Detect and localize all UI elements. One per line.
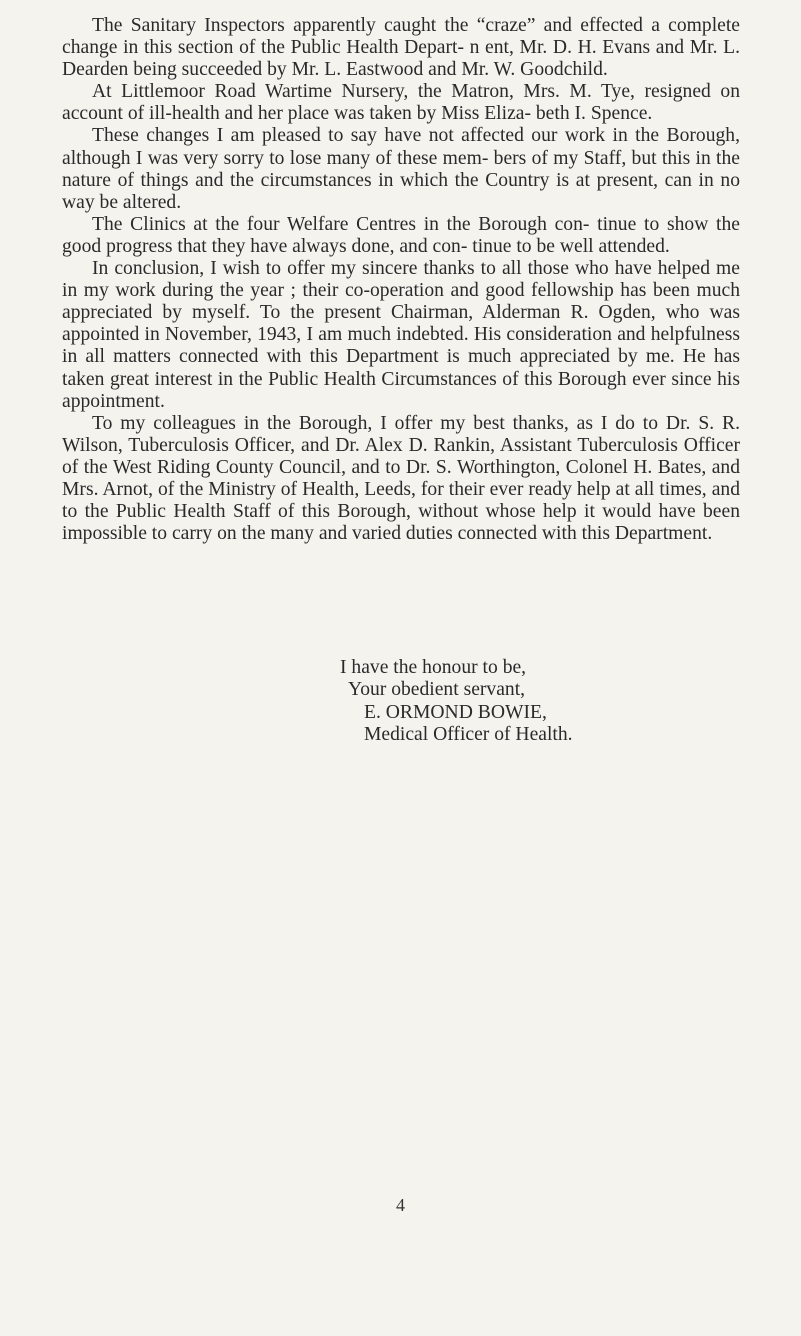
- paragraph-conclusion: In conclusion, I wish to offer my sincere thanks to all those who have helped me in my work during the year ; their co-operation and good fellowship has been much appreciated by myself. To the present Chairman, Alderman R. Ogden, who was appointed in November, 1943, I am much indebted. His consideration and helpfulness in all matters connected with this Department is much appreciated by me. He has taken great interest in the Public Health Circumstances of this Borough ever since his appointment.: [62, 258, 740, 412]
- letter-body: [62, 15, 740, 545]
- paragraph-nursery-matron: At Littlemoor Road Wartime Nursery, the Matron, Mrs. M. Tye, resigned on account of ill-health and her place was taken by Miss Eliza- beth I. Spence.: [62, 81, 740, 125]
- paragraph-changes: These changes I am pleased to say have not affected our work in the Borough, although I was very sorry to lose many of these mem- bers of my Staff, but this in the nature of things and the circumstances in which the Country is at present, can in no way be altered.: [62, 125, 740, 213]
- signature-block: [62, 657, 740, 747]
- closing-honour: I have the honour to be,: [340, 657, 527, 678]
- page-number: 4: [396, 1195, 405, 1215]
- paragraph-clinics: The Clinics at the four Welfare Centres in the Borough con- tinue to show the good progress that they have always done, and con- tinue to be well attended.: [62, 213, 740, 257]
- paragraph-colleagues: To my colleagues in the Borough, I offer my best thanks, as I do to Dr. S. R. Wilson, Tuberculosis Officer, and Dr. Alex D. Rankin, Assistant Tuberculosis Officer of the West Riding County Council, and to Dr. S. Worthington, Colonel H. Bates, and Mrs. Arnot, of the Ministry of Health, Leeds, for their ever ready help at all times, and to the Public Health Staff of this Borough, without whose help it would have been impossible to carry on the many and varied duties connected with this Department.: [62, 412, 740, 545]
- signatory-name: E. ORMOND BOWIE,: [364, 701, 547, 723]
- signatory-title: Medical Officer of Health.: [364, 724, 573, 746]
- paragraph-sanitary-inspectors: The Sanitary Inspectors apparently caught the “craze” and effected a complete change in this section of the Public Health Depart- n ent, Mr. D. H. Evans and Mr. L. Dearden being succeeded by Mr. L. Eastwood and Mr. W. Goodchild.: [62, 15, 740, 81]
- closing-servant: Your obedient servant,: [348, 679, 526, 701]
